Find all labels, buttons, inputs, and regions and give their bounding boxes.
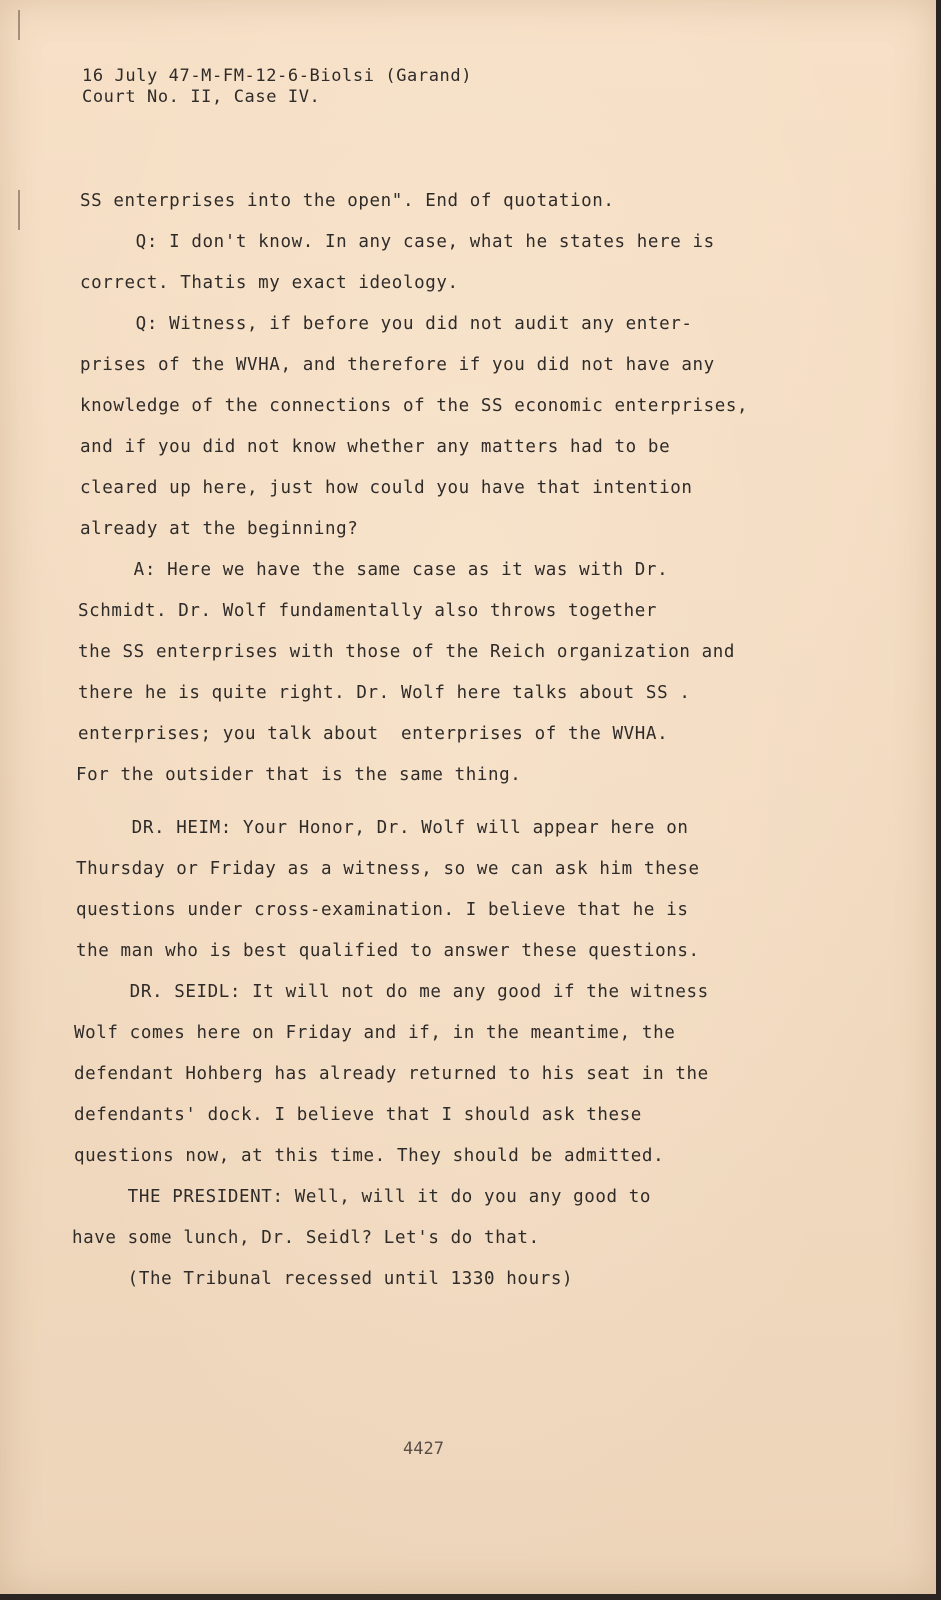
body-line: A: Here we have the same case as it was with Dr. (78, 560, 669, 580)
body-line: there he is quite right. Dr. Wolf here talks about SS . (78, 683, 691, 703)
body-line: have some lunch, Dr. Seidl? Let's do that. (72, 1228, 540, 1248)
body-line: the SS enterprises with those of the Reich organization and (78, 642, 736, 662)
body-line: Q: I don't know. In any case, what he states here is (80, 232, 715, 252)
header-line-1: 16 July 47-M-FM-12-6-Biolsi (Garand) (82, 66, 473, 86)
body-line: For the outsider that is the same thing. (76, 765, 522, 785)
body-line: already at the beginning? (80, 519, 359, 539)
page-edge-mark (18, 10, 20, 40)
body-line: (The Tribunal recessed until 1330 hours) (72, 1269, 574, 1289)
page-edge-mark (18, 190, 20, 230)
body-line: cleared up here, just how could you have that intention (80, 478, 693, 498)
body-line: questions under cross-examination. I believe that he is (76, 900, 689, 920)
body-line: Schmidt. Dr. Wolf fundamentally also throws together (78, 601, 658, 621)
header-line-2: Court No. II, Case IV. (82, 87, 321, 107)
body-line: DR. SEIDL: It will not do me any good if the witness (74, 982, 709, 1002)
body-line: the man who is best qualified to answer these questions. (76, 941, 700, 961)
page-number: 4427 (403, 1439, 444, 1459)
body-line: and if you did not know whether any matters had to be (80, 437, 671, 457)
body-line: defendants' dock. I believe that I should ask these (74, 1105, 642, 1125)
body-line: Thursday or Friday as a witness, so we can ask him these (76, 859, 700, 879)
body-line: questions now, at this time. They should be admitted. (74, 1146, 665, 1166)
body-line: Q: Witness, if before you did not audit any enter- (80, 314, 693, 334)
body-line: correct. Thatis my exact ideology. (80, 273, 459, 293)
body-line: DR. HEIM: Your Honor, Dr. Wolf will appear here on (76, 818, 689, 838)
body-line: prises of the WVHA, and therefore if you did not have any (80, 355, 715, 375)
body-line: THE PRESIDENT: Well, will it do you any good to (72, 1187, 652, 1207)
body-line: enterprises; you talk about enterprises of the WVHA. (78, 724, 669, 744)
body-line: SS enterprises into the open". End of quotation. (80, 191, 615, 211)
body-line: Wolf comes here on Friday and if, in the meantime, the (74, 1023, 676, 1043)
body-line: defendant Hohberg has already returned to his seat in the (74, 1064, 709, 1084)
body-line: knowledge of the connections of the SS economic enterprises, (80, 396, 749, 416)
